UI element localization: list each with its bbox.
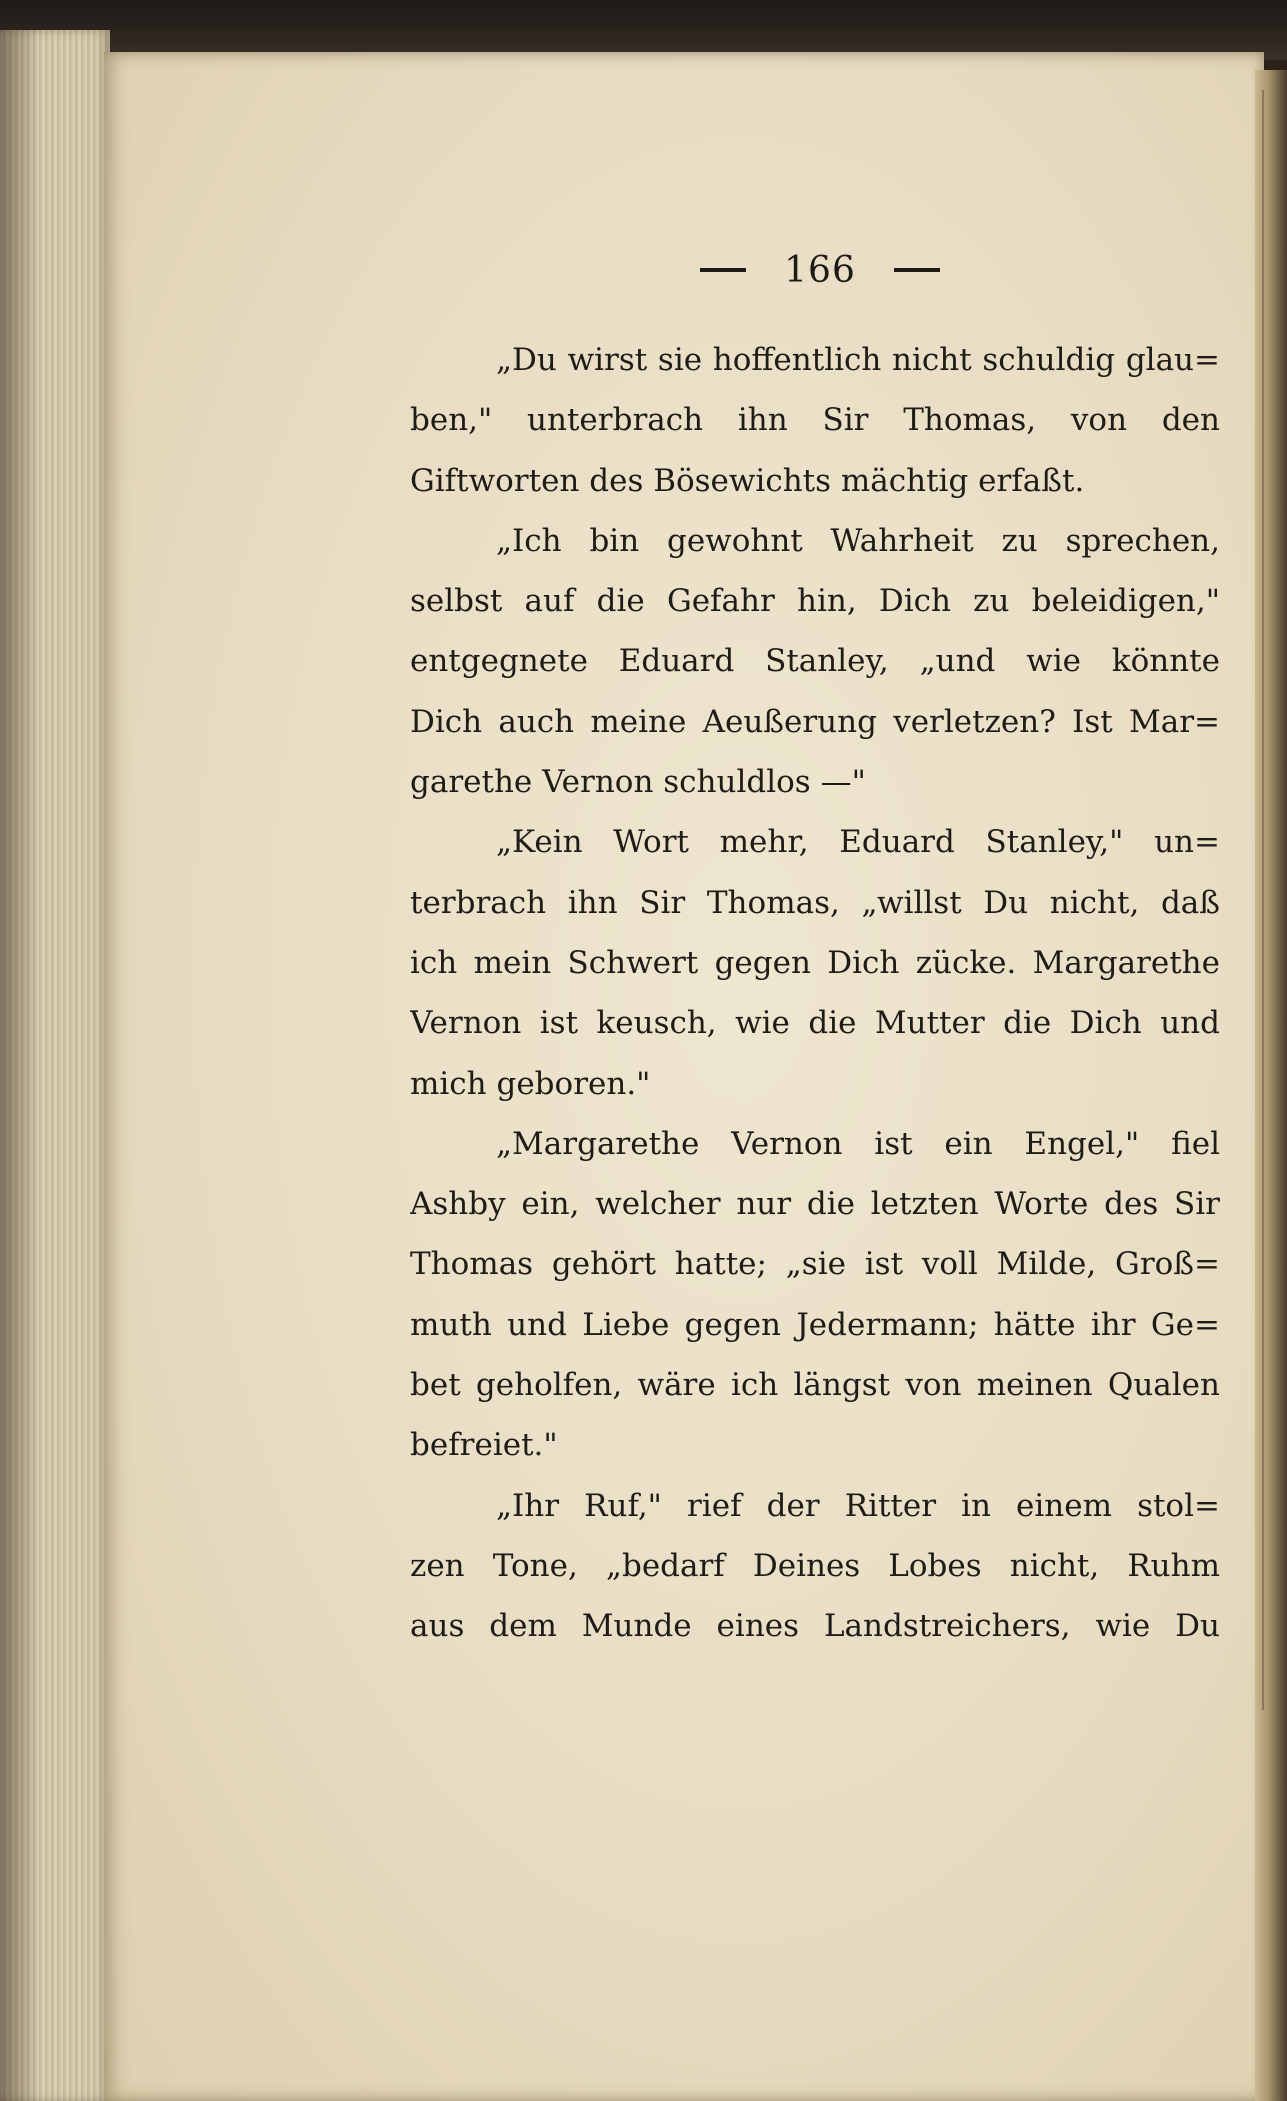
text-line: ich mein Schwert gegen Dich zücke. Margarethe bbox=[410, 944, 1220, 981]
book-cover-top bbox=[0, 0, 1287, 60]
text-line: „Ich bin gewohnt Wahrheit zu sprechen, bbox=[496, 522, 1220, 559]
text-line: befreiet." bbox=[410, 1427, 558, 1464]
text-line: Thomas gehört hatte; „sie ist voll Milde, Groß= bbox=[410, 1246, 1220, 1283]
text-line: entgegnete Eduard Stanley, „und wie könnte bbox=[410, 643, 1220, 680]
text-line: „Du wirst sie hoffentlich nicht schuldig glau= bbox=[496, 342, 1220, 378]
text-line: Dich auch meine Aeußerung verletzen? Ist Mar= bbox=[410, 703, 1220, 740]
text-line: „Margarethe Vernon ist ein Engel," fiel bbox=[496, 1125, 1220, 1162]
text-line: zen Tone, „bedarf Deines Lobes nicht, Ruhm bbox=[410, 1547, 1220, 1584]
text-line: garethe Vernon schuldlos —" bbox=[410, 764, 866, 801]
text-line: Vernon ist keusch, wie die Mutter die Dich und bbox=[410, 1005, 1220, 1042]
text-line: Ashby ein, welcher nur die letzten Worte des Sir bbox=[410, 1186, 1220, 1223]
body-text bbox=[410, 330, 1220, 1657]
text-line: muth und Liebe gegen Jedermann; hätte ihr Ge= bbox=[410, 1306, 1220, 1343]
right-page-edge-line bbox=[1262, 90, 1264, 1710]
right-page-edge bbox=[1255, 70, 1287, 2101]
page-stack-shadow bbox=[0, 30, 40, 2101]
header-dash-left bbox=[700, 268, 746, 272]
header-dash-right bbox=[894, 268, 940, 272]
page-number: 166 bbox=[784, 249, 856, 291]
text-line: ben," unterbrach ihn Sir Thomas, von den bbox=[410, 402, 1220, 439]
text-line: Giftworten des Bösewichts mächtig erfaßt. bbox=[410, 462, 1085, 499]
text-line: selbst auf die Gefahr hin, Dich zu beleidigen," bbox=[410, 583, 1220, 620]
text-line: bet geholfen, wäre ich längst von meinen Qualen bbox=[410, 1367, 1220, 1404]
text-line: terbrach ihn Sir Thomas, „willst Du nicht, daß bbox=[410, 884, 1220, 921]
text-line: „Kein Wort mehr, Eduard Stanley," un= bbox=[496, 824, 1220, 861]
text-line: „Ihr Ruf," rief der Ritter in einem stol= bbox=[496, 1487, 1220, 1524]
text-line: aus dem Munde eines Landstreichers, wie Du bbox=[410, 1608, 1220, 1645]
page-header bbox=[650, 245, 990, 295]
text-line: mich geboren." bbox=[410, 1065, 651, 1102]
